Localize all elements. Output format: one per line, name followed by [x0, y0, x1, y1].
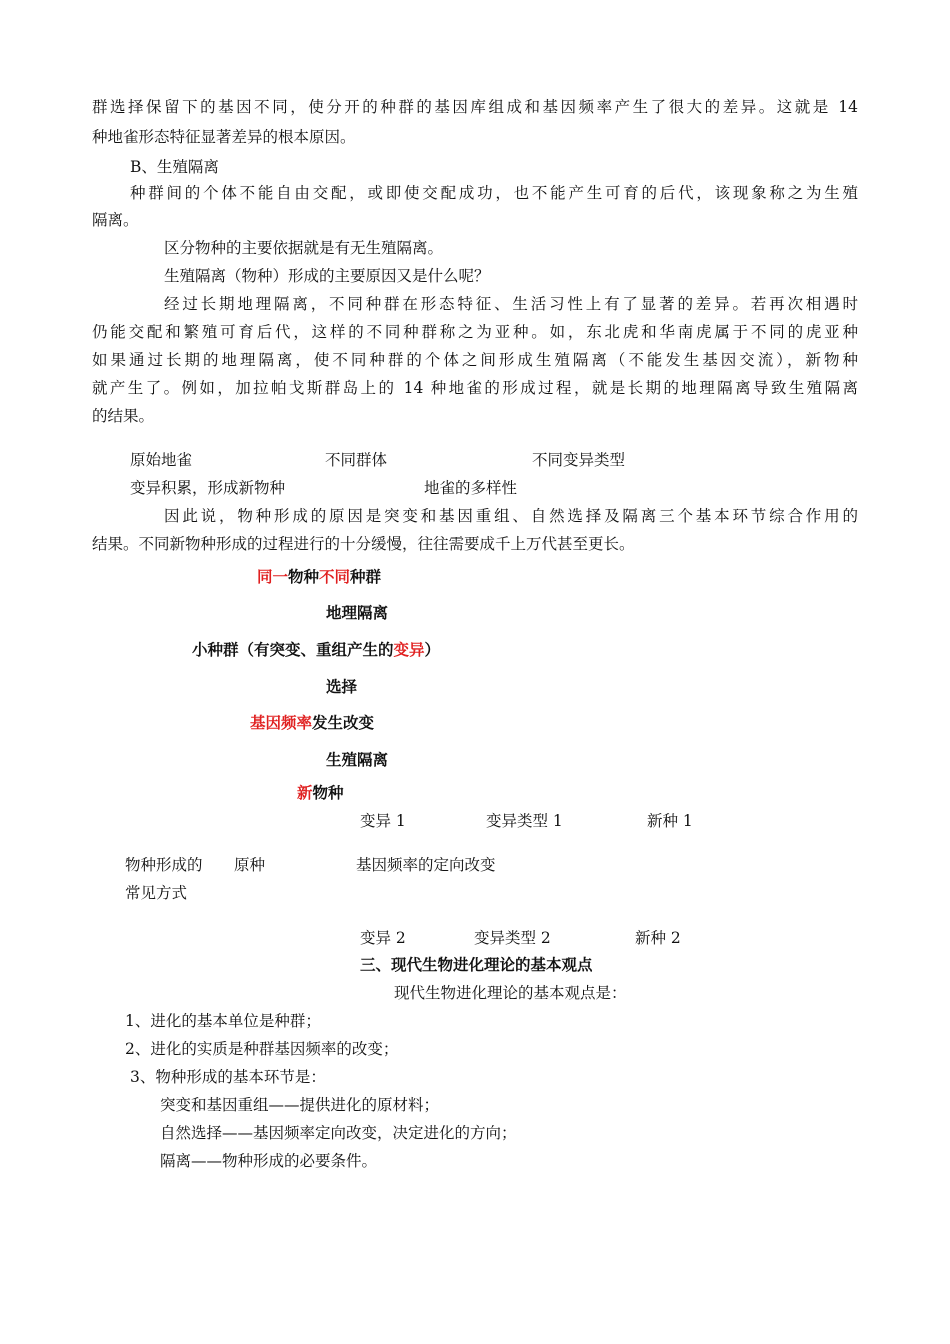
diagram-label: 基因频率的定向改变 [356, 856, 496, 874]
flow-step-species [257, 567, 381, 587]
flow-step: 变异积累，形成新物种 [130, 479, 286, 497]
diagram-label: 变异 1 [360, 812, 406, 830]
highlight-text: 同一 [257, 568, 289, 586]
section-title: 三、现代生物进化理论的基本观点 [360, 956, 593, 974]
paragraph-line: 就产生了。例如，加拉帕戈斯群岛上的 14 种地雀的形成过程，就是长期的地理隔离导致生殖隔离 [92, 379, 858, 397]
highlight-text: 变异 [393, 641, 425, 659]
list-item: 自然选择——基因频率定向改变，决定进化的方向； [160, 1124, 517, 1142]
flow-text: 发生改变 [312, 714, 375, 732]
flow-step-new-species [297, 783, 344, 803]
flow-step: 不同变异类型 [532, 451, 626, 469]
flow-step-reproductive-isolation: 生殖隔离 [326, 751, 389, 769]
diagram-label: 新种 1 [647, 812, 693, 830]
flow-step-selection: 选择 [326, 678, 358, 696]
flow-text: 小种群（有突变、重组产生的 [192, 641, 394, 659]
list-item: 突变和基因重组——提供进化的原材料； [160, 1096, 440, 1114]
flow-step-small-population [192, 640, 440, 660]
paragraph-line: 种群间的个体不能自由交配，或即使交配成功，也不能产生可育的后代，该现象称之为生殖 [130, 184, 858, 202]
paragraph-line: 结果。不同新物种形成的过程进行的十分缓慢，往往需要成千上万代甚至更长。 [92, 535, 635, 553]
highlight-text: 新 [297, 784, 313, 802]
paragraph-line: 因此说，物种形成的原因是突变和基因重组、自然选择及隔离三个基本环节综合作用的 [164, 507, 858, 525]
paragraph-line: 仍能交配和繁殖可育后代，这样的不同种群称之为亚种。如，东北虎和华南虎属于不同的虎亚种 [92, 323, 858, 341]
flow-step: 原始地雀 [130, 451, 193, 469]
flow-step-gene-frequency [250, 713, 374, 733]
diagram-label: 变异类型 1 [486, 812, 563, 830]
flow-text: ） [424, 641, 441, 659]
list-item: 2、进化的实质是种群基因频率的改变； [125, 1040, 399, 1058]
paragraph-line: 隔离。 [92, 211, 139, 229]
diagram-label: 新种 2 [635, 929, 681, 947]
diagram-label: 常见方式 [125, 884, 188, 902]
diagram-label: 物种形成的 [125, 856, 203, 874]
highlight-text: 不同 [319, 568, 351, 586]
flow-step: 地雀的多样性 [424, 479, 518, 497]
flow-text: 物种 [288, 568, 320, 586]
flow-text: 物种 [312, 784, 344, 802]
paragraph-line: 经过长期地理隔离，不同种群在形态特征、生活习性上有了显著的差异。若再次相遇时 [164, 295, 858, 313]
list-item: 3、物种形成的基本环节是： [130, 1068, 326, 1086]
flow-text: 种群 [350, 568, 382, 586]
list-item: 1、进化的基本单位是种群； [125, 1012, 321, 1030]
highlight-text: 基因频率 [250, 714, 313, 732]
paragraph-line: 现代生物进化理论的基本观点是： [394, 984, 627, 1002]
diagram-label: 变异 2 [360, 929, 406, 947]
section-heading: B、生殖隔离 [130, 158, 219, 176]
paragraph-line: 区分物种的主要依据就是有无生殖隔离。 [164, 239, 444, 257]
paragraph-line: 生殖隔离（物种）形成的主要原因又是什么呢？ [164, 267, 490, 285]
diagram-label: 变异类型 2 [474, 929, 551, 947]
paragraph-line: 如果通过长期的地理隔离，使不同种群的个体之间形成生殖隔离（不能发生基因交流），新物种 [92, 351, 858, 369]
paragraph-line: 种地雀形态特征显著差异的根本原因。 [92, 128, 356, 146]
flow-step: 不同群体 [325, 451, 388, 469]
paragraph-line: 的结果。 [92, 407, 155, 425]
paragraph-line: 群选择保留下的基因不同，使分开的种群的基因库组成和基因频率产生了很大的差异。这就是 14 [92, 98, 858, 116]
flow-step-geo-isolation: 地理隔离 [326, 604, 389, 622]
list-item: 隔离——物种形成的必要条件。 [160, 1152, 378, 1170]
diagram-label: 原种 [234, 856, 266, 874]
